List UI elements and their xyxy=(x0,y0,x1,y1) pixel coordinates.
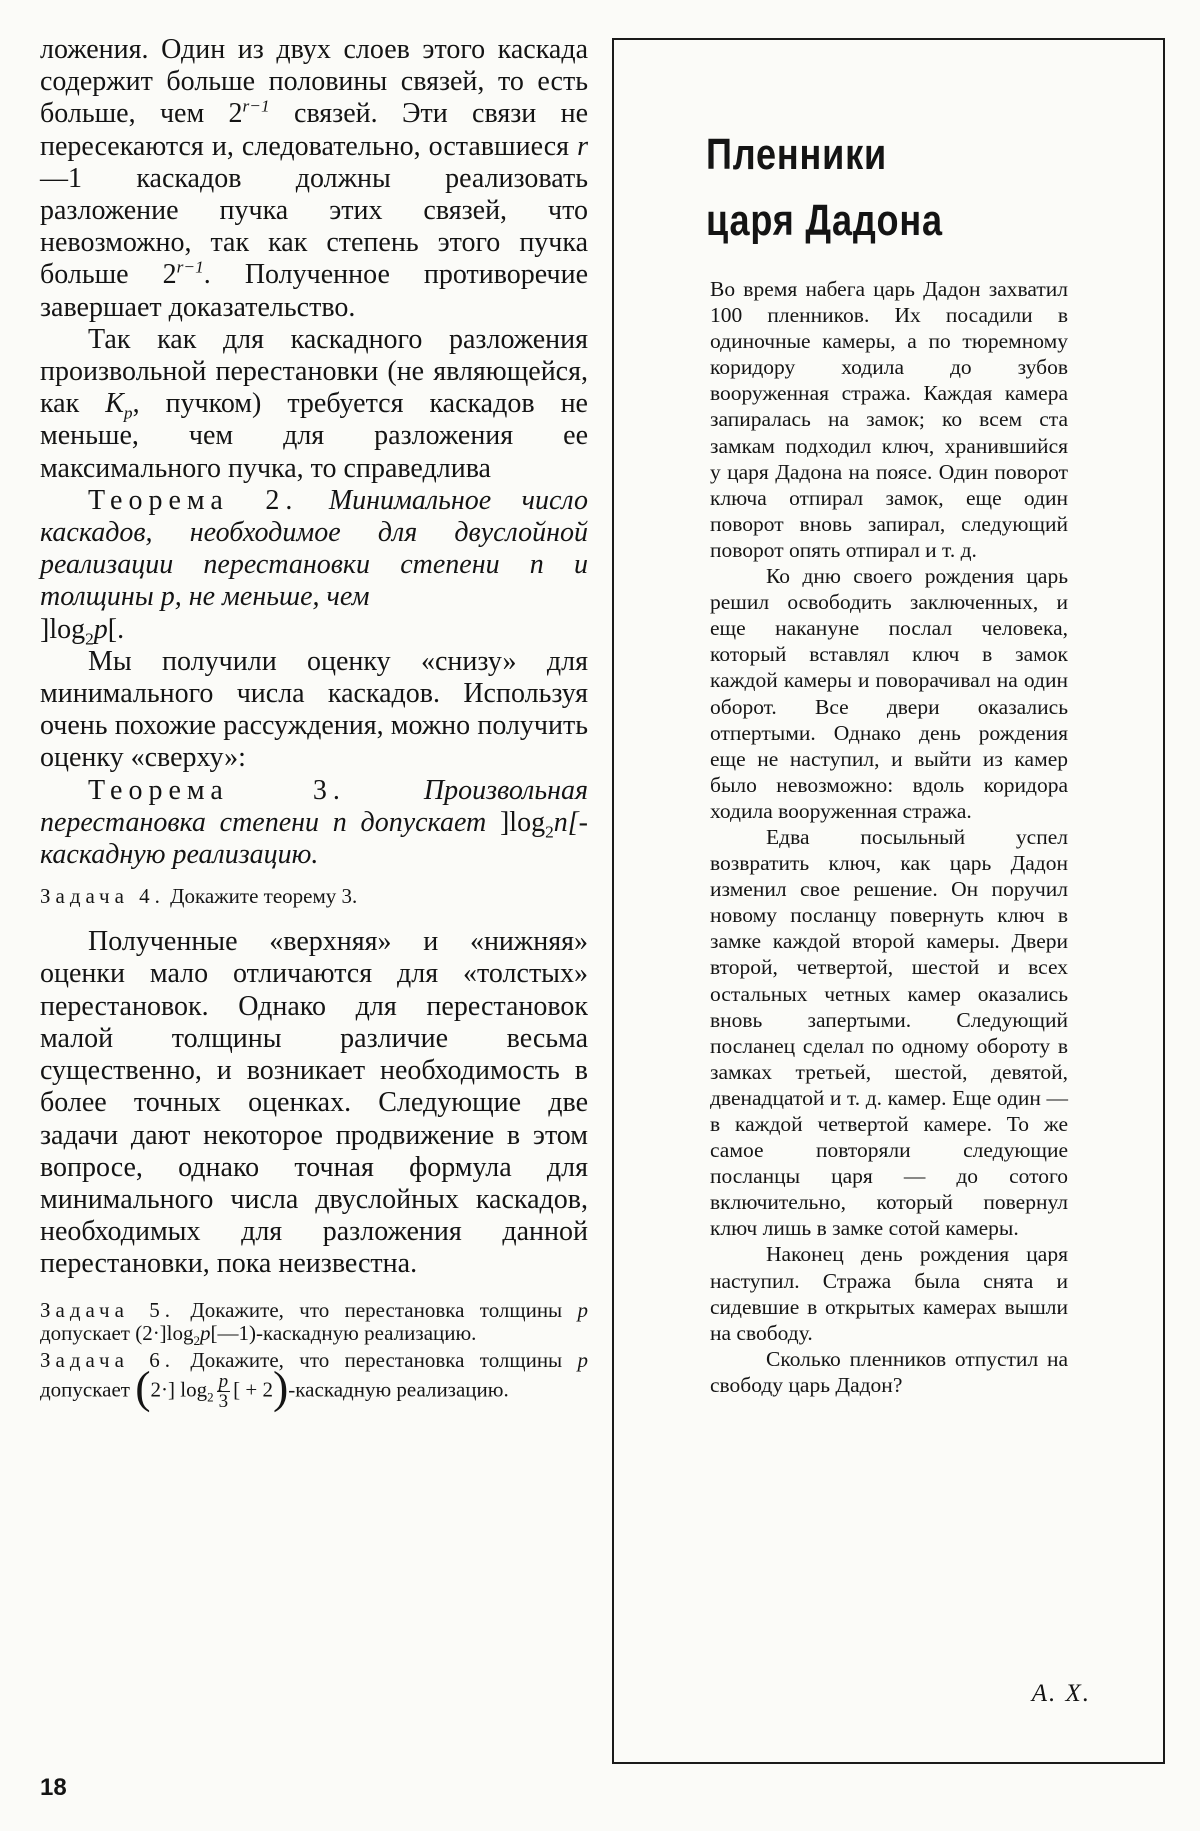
paren-left: ( xyxy=(135,1360,151,1412)
paragraph-proof-end xyxy=(40,34,588,324)
task-text: [—1)-каскадную реализацию. xyxy=(210,1320,477,1345)
puzzle-title xyxy=(706,122,943,254)
variable: p xyxy=(577,1347,589,1372)
text-span: ложения. Один из двух слоев этого каскада содержит больше половины связей, то есть больше, чем 2 xyxy=(40,34,588,130)
fraction-denominator: 3 xyxy=(218,1390,229,1412)
paragraph-upper-bound: Мы получили оценку «снизу» для минимального числа каскадов. Используя очень похожие рассуждения, можно получить оценку «сверху»: xyxy=(40,645,588,774)
task-6 xyxy=(40,1349,588,1411)
exponent: r−1 xyxy=(242,97,270,117)
task-text: допускает (2·]log xyxy=(40,1320,194,1345)
story-paragraph: Ко дню своего рождения царь решил освободить заключенных, и еще накануне послал человека, который вставлял ключ в замок каждой камеры и поворачивал на один оборот. Все двери оказались отпертыми. Однако день рождения еще не наступил, и выйти из камер было невозможно: вдоль коридора ходила вооруженная стража. xyxy=(710,564,1068,823)
formula-part: [ + 2 xyxy=(233,1376,273,1401)
paragraph-estimates: Полученные «верхняя» и «нижняя» оценки мало отличаются для «толстых» перестановок. Однако для перестановок малой толщины различие весьма существенно, и возникает необходимость в более точных оценках. Следующие две задачи дают некоторое продвижение в этом вопросе, однако точная формула для минимального числа двуслойных каскадов, необходимых для разложения данной перестановки, пока неизвестна. xyxy=(40,926,588,1280)
variable: n xyxy=(553,806,568,838)
task-4 xyxy=(40,885,588,908)
variable: p xyxy=(93,613,108,645)
paren-right: ) xyxy=(272,1360,289,1412)
puzzle-box xyxy=(612,38,1165,1764)
theorem-text: [-каскадную реализацию. xyxy=(40,806,588,871)
variable: K xyxy=(105,388,124,420)
title-line-1: Пленники xyxy=(706,130,888,179)
formula-part: [. xyxy=(107,613,125,645)
variable: p xyxy=(577,1297,589,1322)
theorem-2 xyxy=(40,484,588,649)
left-column xyxy=(40,34,588,1411)
text-span: —1 каскадов должны реализовать разложение пучка этих связей, что невозможно, так как степень этого пучка больше 2 xyxy=(40,162,588,291)
exponent: r−1 xyxy=(176,258,204,278)
task-5 xyxy=(40,1297,589,1348)
text-span: Так как для каскадного разложения произвольной перестановки (не являющейся, как xyxy=(40,323,588,420)
text-span: , пучком) требуется каскадов не меньше, чем для разложения ее максимального пучка, то справедлива xyxy=(40,388,588,484)
fraction xyxy=(217,1372,231,1411)
formula-part: ]log xyxy=(499,806,546,838)
formula-part: ]log xyxy=(40,613,86,645)
formula-part: 2·] log xyxy=(150,1376,208,1401)
theorem-label: Теорема 2. xyxy=(88,484,299,516)
task-label: Задача 6. xyxy=(40,1347,176,1372)
theorem-text: Произвольная перестановка степени n допускает xyxy=(40,774,588,838)
task-text: -каскадную реализацию. xyxy=(288,1376,509,1401)
subscript: p xyxy=(123,403,133,423)
story-question: Сколько пленников отпустил на свободу царь Дадон? xyxy=(710,1346,1068,1397)
theorem-label: Теорема 3. xyxy=(88,774,346,806)
text-span: связей. Эти связи не пересекаются и, следовательно, оставшиеся xyxy=(40,98,589,162)
task-text: Докажите, что перестановка толщины xyxy=(190,1347,578,1372)
puzzle-story xyxy=(710,276,1068,1398)
story-paragraph: Едва посыльный успел возвратить ключ, как царь Дадон изменил свое решение. Он поручил новому посланцу повернуть ключ в замке каждой второй камеры. Двери второй, четвертой, шестой и всех остальных четных камер оказались вновь запертыми. Следующий посланец сделал по одному обороту в замках третьей, шестой, девятой, двенадцатой и т. д. камер. Еще один — в каждой четвертой камере. То же самое повторяли следующие посланцы царя — до сотого включительно, который повернул ключ лишь в замке сотой камеры. xyxy=(710,824,1068,1241)
task-text: Докажите, что перестановка толщины xyxy=(190,1297,578,1322)
title-line-2: царя Дадона xyxy=(706,196,943,245)
author-signature: А. Х. xyxy=(1031,1680,1091,1707)
subscript: 2 xyxy=(85,629,94,649)
task-label: Задача 5. xyxy=(40,1297,176,1322)
page-number: 18 xyxy=(40,1774,67,1801)
subscript: 2 xyxy=(545,822,554,842)
variable: r xyxy=(577,130,588,162)
story-paragraph: Наконец день рождения царя наступил. Стража была снята и сидевшие в открытых камерах вышли на свободу. xyxy=(710,1242,1068,1345)
theorem-3 xyxy=(40,775,588,872)
fraction-numerator: p xyxy=(218,1370,229,1392)
subscript: 2 xyxy=(193,1332,201,1348)
task-label: Задача 4. xyxy=(40,884,165,909)
text-span: . Полученное противоречие завершает доказательство. xyxy=(40,259,589,323)
variable: p xyxy=(200,1320,211,1345)
theorem-text: Минимальное число каскадов, необходимое для двуслойной реализации перестановки степени n и толщины p, не меньше, чем xyxy=(40,484,588,613)
task-text: допускает xyxy=(40,1376,136,1401)
story-paragraph: Во время набега царь Дадон захватил 100 пленников. Их посадили в одиночные камеры, а по тюремному коридору ходила до зубов вооруженная стража. Каждая камера запиралась на замок; ко всем ста замкам подходил ключ, хранившийся у царя Дадона на поясе. Один поворот ключа отпирал замок, еще один поворот вновь запирал, следующий поворот опять отпирал и т. д. xyxy=(710,277,1068,562)
task-text: Докажите теорему 3. xyxy=(170,884,358,909)
subscript: 2 xyxy=(207,1389,214,1405)
paragraph-cascade xyxy=(40,324,588,485)
